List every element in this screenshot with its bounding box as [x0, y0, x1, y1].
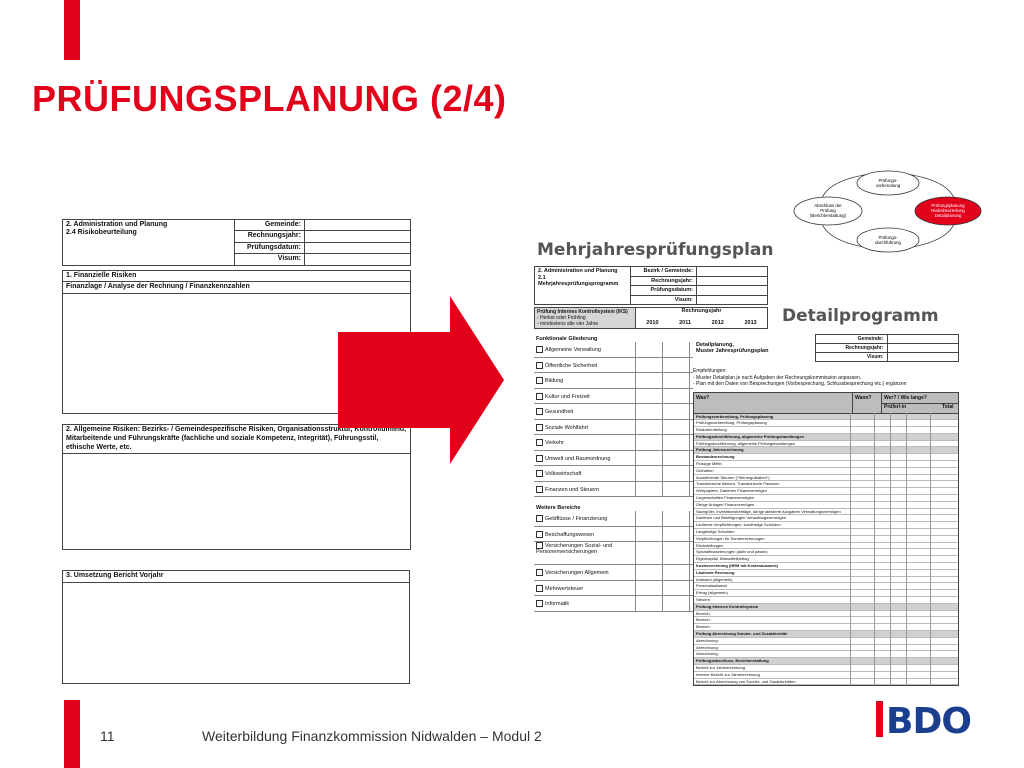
accent-bar-top [64, 0, 80, 60]
risk-form-field-value[interactable] [305, 242, 411, 253]
table-row: Sachgüter, Investitionsbeiträge, übrige aktivierte Ausgaben Verwaltungsvermögen [694, 509, 958, 516]
table-row: Darlehen und Beteiligungen Verwaltungsvermögen [694, 515, 958, 522]
checkbox[interactable] [536, 346, 543, 353]
table-row: Prüfungsdurchführung, allgemeine Prüfungshandlungen [694, 434, 958, 441]
table-row: Flüssige Mittel [694, 461, 958, 468]
multiyear-field-label: Rechnungsjahr: [631, 276, 697, 286]
list-item: Umwelt und Raumordnung [534, 451, 768, 467]
multiyear-field-label: Prüfungsdatum: [631, 286, 697, 296]
table-row: Abrechnung: [694, 651, 958, 658]
cycle-node-completion [794, 197, 862, 225]
detail-table-header [694, 393, 958, 414]
checkbox[interactable] [536, 408, 543, 415]
table-row: Verpflichtungen für Sonderrechnungen [694, 536, 958, 543]
table-row: Spezialfinanzierungen (aktiv und passiv) [694, 549, 958, 556]
detail-header [693, 334, 959, 362]
detail-program-form [693, 334, 959, 686]
ics-row [534, 307, 768, 329]
column-header-when: Wann? [852, 393, 881, 413]
functional-group-title: Funktionale Gliederung [536, 336, 598, 343]
multiyear-field-value[interactable] [697, 286, 768, 296]
detail-program-heading: Detailprogramm [782, 306, 939, 326]
year-label: 2012 [711, 320, 724, 327]
column-header-what: Was? [696, 394, 710, 401]
multiyear-header-line1: 2. Administration und Planung [538, 268, 618, 274]
list-item: Allgemeine Verwaltung [534, 342, 768, 358]
column-divider [906, 413, 907, 686]
table-row: Bereich: [694, 624, 958, 631]
logo-bar-icon [876, 701, 883, 737]
svg-text:Risikobeurteilung: Risikobeurteilung [931, 208, 965, 213]
multiyear-field-label: Visum: [631, 295, 697, 305]
svg-text:Abschluss der: Abschluss der [814, 203, 842, 208]
table-row: Prüfung Internes Kontrollsystem [694, 604, 958, 611]
table-row: Bericht zur Jahresrechnung [694, 665, 958, 672]
table-row: Bericht zur Abrechnung von Sonder- und Zusatzkrediten [694, 679, 958, 686]
page-number: 11 [100, 728, 115, 744]
table-row: Aufwand (allgemein) [694, 577, 958, 584]
table-row: Übrige Anlagen Finanzvermögen [694, 502, 958, 509]
footer-text: Weiterbildung Finanzkommission Nidwalden – Modul 2 [202, 728, 542, 744]
detail-title-line2: Muster Jahresprüfungsplan [696, 348, 769, 355]
ics-note: - Herbst oder Frühling [537, 315, 586, 322]
table-row: Ausstehende Steuern ("Steuerguthaben") [694, 475, 958, 482]
checkbox[interactable] [536, 569, 543, 576]
table-row: Interner Bericht zur Jahresrechnung [694, 672, 958, 679]
risk-form-field-label: Gemeinde: [235, 220, 305, 231]
detail-field-label: Visum: [815, 353, 887, 362]
risk-form-field-value[interactable] [305, 220, 411, 231]
multiyear-field-value[interactable] [697, 295, 768, 305]
table-row: Risikobeurteilung [694, 427, 958, 434]
detail-title-line1: Detailplanung, [696, 341, 734, 348]
multiyear-plan-heading: Mehrjahresprüfungsplan [537, 240, 774, 260]
table-row: Laufende Verpflichtungen, kurzfristige Schulden [694, 522, 958, 529]
column-divider [890, 413, 891, 686]
risk-form-header [62, 219, 411, 266]
risk-form-field-value[interactable] [305, 231, 411, 242]
detail-table-body [694, 414, 958, 686]
svg-text:Prüfung: Prüfung [820, 208, 836, 213]
risk-form-field-label: Prüfungsdatum: [235, 242, 305, 253]
table-row: Prüfungsvorbereitung, Prüfungsplanung [694, 414, 958, 421]
checkbox[interactable] [536, 470, 543, 477]
svg-text:Detailplanung: Detailplanung [934, 213, 962, 218]
multiyear-field-label: Bezirk / Gemeinde: [631, 267, 697, 277]
svg-text:(Berichterstattung): (Berichterstattung) [809, 213, 847, 218]
svg-text:Prüfungs-: Prüfungs- [878, 178, 898, 183]
table-row: Laufende Rechnung [694, 570, 958, 577]
table-row: Ertrag (allgemein) [694, 590, 958, 597]
risk-form-field-label: Visum: [235, 254, 305, 265]
list-item: Bildung [534, 373, 768, 389]
table-row: Langfristige Schulden [694, 529, 958, 536]
list-item: Beschaffungswesen [534, 527, 768, 543]
other-areas-title: Weitere Bereiche [536, 505, 581, 512]
checkbox[interactable] [536, 486, 543, 493]
column-header-who: Wer? / Wie lange? [882, 393, 958, 404]
checkbox[interactable] [536, 424, 543, 431]
table-row: Rückstellungen [694, 543, 958, 550]
column-header-total: Total [942, 403, 954, 410]
svg-text:durchführung: durchführung [875, 240, 901, 245]
recommendation-item: - Muster Detailplan je nach Aufgaben der Rechnungskommission anpassen. [693, 374, 862, 381]
list-item: Versicherungen Sozial- und Personenversicherungen [534, 542, 768, 565]
recommendations-title: Empfehlungen: [693, 368, 727, 374]
table-row: Personalaufwand [694, 583, 958, 590]
checkbox[interactable] [536, 600, 543, 607]
svg-text:vorbereitung: vorbereitung [875, 183, 901, 188]
detail-plan-table [693, 392, 959, 687]
year-label: 2010 [646, 320, 659, 327]
table-row: Abrechnung: [694, 638, 958, 645]
risk-form-header-line2: 2.4 Risikobeurteilung [66, 229, 137, 237]
checkbox[interactable] [536, 377, 543, 384]
risk-form-field-value[interactable] [305, 254, 411, 265]
prior-year-report-title: 3. Umsetzung Bericht Vorjahr [63, 571, 409, 583]
list-item: Gesundheit [534, 404, 768, 420]
year-label: 2011 [679, 320, 692, 327]
cycle-node-execution [857, 228, 919, 252]
list-item: Kultur und Freizeit [534, 389, 768, 405]
checkbox[interactable] [536, 439, 543, 446]
detail-field-label: Rechnungsjahr: [815, 344, 887, 353]
checkbox[interactable] [536, 455, 543, 462]
svg-text:Prüfungsplanung: Prüfungsplanung [931, 203, 965, 208]
list-item: Geldflüsse / Finanzierung [534, 511, 768, 527]
svg-text:Prüfungs-: Prüfungs- [878, 235, 898, 240]
logo-text: BDO [886, 701, 971, 742]
column-divider [850, 413, 851, 686]
column-divider [874, 413, 875, 686]
ics-title: Prüfung Internes Kontrollsystem (IKS) [537, 309, 628, 316]
financial-risks-title: 1. Finanzielle Risiken [63, 271, 410, 283]
table-row: Transitorische Aktiven, Transitorische Passiven [694, 481, 958, 488]
slide-title: PRÜFUNGSPLANUNG (2/4) [32, 78, 507, 119]
general-risks-textarea[interactable] [63, 454, 410, 549]
prior-year-report-section [62, 570, 410, 684]
checkbox[interactable] [536, 531, 543, 538]
multiyear-field-value[interactable] [697, 267, 768, 277]
table-row: Bereich: [694, 611, 958, 618]
checkbox[interactable] [536, 585, 543, 592]
accent-bar-bottom [64, 700, 80, 768]
table-row: Prüfung Abrechnung Sonder- und Zusatzkredite [694, 631, 958, 638]
checkbox[interactable] [536, 393, 543, 400]
ics-note: - mindestens alle vier Jahre [537, 321, 599, 328]
list-item: Soziale Wohlfahrt [534, 420, 768, 436]
table-row: Bereich: [694, 617, 958, 624]
audit-cycle-diagram [790, 166, 986, 256]
detail-field-label: Gemeinde: [815, 335, 887, 344]
list-item: Informatik [534, 596, 768, 612]
column-divider [930, 413, 931, 686]
multiyear-header-line2: 2.1 Mehrjahresprüfungsprogramm [538, 274, 619, 288]
table-row: Liegenschaften Finanzvermögen [694, 495, 958, 502]
checkbox[interactable] [536, 542, 543, 549]
cycle-node-planning [915, 197, 981, 225]
bdo-logo [876, 700, 986, 744]
table-row: Guthaben [694, 468, 958, 475]
arrow-right-icon [338, 296, 504, 464]
risk-form-field-label: Rechnungsjahr: [235, 231, 305, 242]
risk-form-header-line1: 2. Administration und Planung [66, 221, 168, 228]
table-row: Kostenrechnung (HRM mit Kostenausweis) [694, 563, 958, 570]
year-caption: Rechnungsjahr [681, 308, 722, 315]
general-risks-title: 2. Allgemeine Risiken: Bezirks- / Gemeindespezifische Risiken, Organisationsstruktur, Kontrollumfeld, Mitarbeitende und Führungskräfte (fachliche und soziale Kompetenz, Integrität), Führungsstil, ethische Werte, etc. [63, 425, 410, 454]
list-item: Verkehr [534, 435, 768, 451]
column-header-auditor: Prüfer/-in [884, 403, 907, 410]
table-row: Steuern [694, 597, 958, 604]
table-row: Prüfungsdurchführung, allgemeine Prüfungshandlungen [694, 441, 958, 448]
checkbox[interactable] [536, 515, 543, 522]
list-item: Versicherungen Allgemein [534, 565, 768, 581]
checkbox[interactable] [536, 362, 543, 369]
table-row: Eigenkapital, Bilanzfehlbetrag [694, 556, 958, 563]
detail-field-value[interactable] [887, 344, 959, 353]
list-item: Öffentliche Sicherheit [534, 358, 768, 374]
recommendations [693, 368, 959, 388]
table-row: Prüfungsvorbereitung, Prüfungsplanung [694, 420, 958, 427]
table-row: Prüfungsabschluss, Berichterstattung [694, 658, 958, 665]
recommendation-item: - Plan mit den Daten von Besprechungen (Vorbesprechung, Schlussbesprechung etc.) ergänzen [693, 381, 907, 387]
detail-field-value[interactable] [887, 353, 959, 362]
multiyear-header [534, 266, 768, 305]
list-item: Mehrwertsteuer [534, 581, 768, 597]
table-row: Bestandesrechnung [694, 454, 958, 461]
detail-field-value[interactable] [887, 335, 959, 344]
table-row: Wertpapiere, Darlehen Finanzvermögen [694, 488, 958, 495]
multiyear-field-value[interactable] [697, 276, 768, 286]
table-row: Abrechnung: [694, 645, 958, 652]
list-item: Volkswirtschaft [534, 466, 768, 482]
table-row: Prüfung Jahresrechnung [694, 447, 958, 454]
financial-risks-subtitle: Finanzlage / Analyse der Rechnung / Finanzkennzahlen [63, 282, 410, 294]
year-label: 2013 [744, 320, 757, 327]
cycle-node-preparation [857, 171, 919, 195]
year-columns [636, 320, 767, 326]
list-item: Finanzen und Steuern [534, 482, 768, 498]
